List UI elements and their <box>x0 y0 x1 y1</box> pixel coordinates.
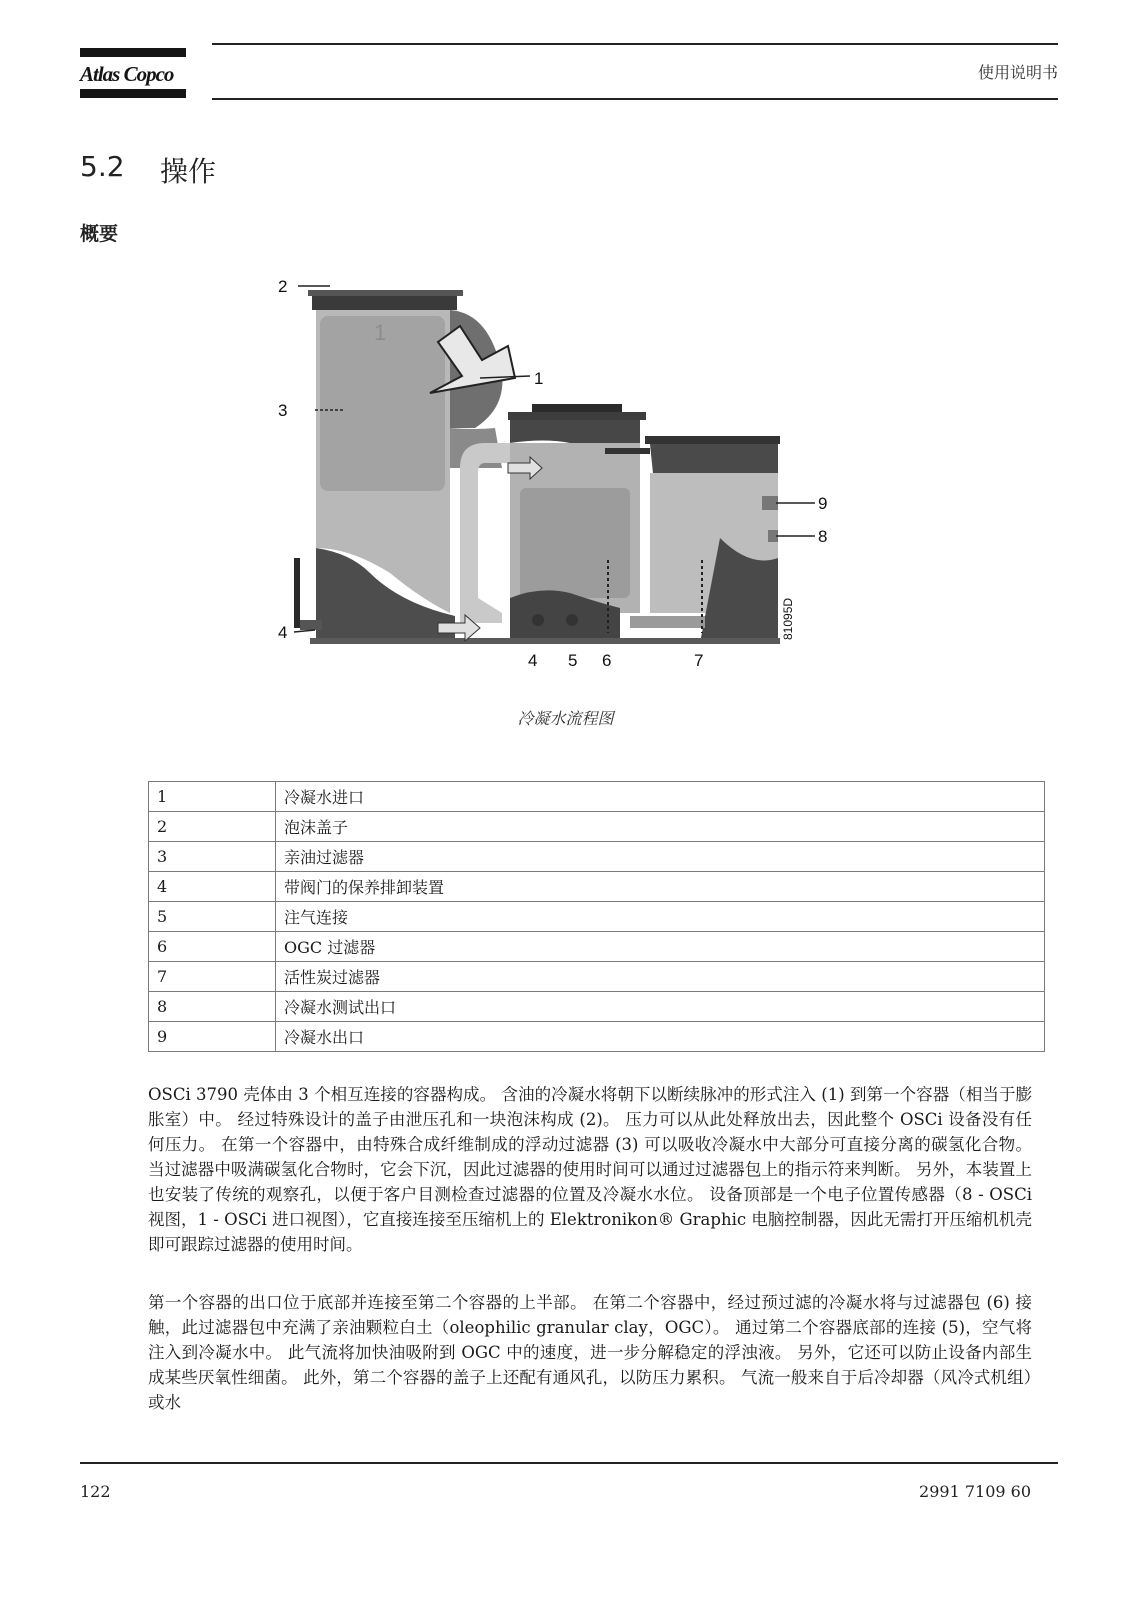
port-4 <box>532 614 544 626</box>
level-sensor-cable <box>605 448 650 454</box>
callout-6: 6 <box>602 651 612 670</box>
atlas-copco-logo <box>80 48 186 100</box>
row-label: 冷凝水进口 <box>276 782 1045 812</box>
row-number: 1 <box>149 782 276 812</box>
section-title: 操作 <box>160 155 217 188</box>
outlet-9 <box>762 496 778 510</box>
row-number: 4 <box>149 872 276 902</box>
row-label: 亲油过滤器 <box>276 842 1045 872</box>
row-number: 9 <box>149 1022 276 1052</box>
drain-valve-handle <box>294 558 300 628</box>
container-1-lid-rim <box>308 290 463 296</box>
row-number: 7 <box>149 962 276 992</box>
table-row <box>149 782 1045 812</box>
document-number: 2991 7109 60 <box>919 1482 1031 1501</box>
page-number: 122 <box>80 1482 111 1501</box>
row-label: OGC 过滤器 <box>276 932 1045 962</box>
container-1-lid <box>312 296 457 310</box>
table-row <box>149 842 1045 872</box>
drain-valve <box>300 620 322 630</box>
container-2-lid-top <box>532 404 622 412</box>
table-row <box>149 1022 1045 1052</box>
callout-3: 3 <box>278 401 288 420</box>
osci-unit-illustration <box>270 268 830 678</box>
header-rule-bottom <box>212 98 1058 100</box>
callout-2: 2 <box>278 277 288 296</box>
callout-4: 4 <box>278 623 288 642</box>
ogc-filter-pack <box>520 488 630 598</box>
row-number: 3 <box>149 842 276 872</box>
container-3-lid <box>645 436 780 444</box>
row-label: 冷凝水测试出口 <box>276 992 1045 1022</box>
row-label: 活性炭过滤器 <box>276 962 1045 992</box>
figure-caption: 冷凝水流程图 <box>517 709 614 728</box>
body-paragraph-2: 第一个容器的出口位于底部并连接至第二个容器的上半部。 在第二个容器中，经过预过滤的冷凝水将与过滤器包 (6) 接触，此过滤器包中充满了亲油颗粒白土（oleophilic granular clay，OGC）。 通过第二个容器底部的连接 (5)，空气将注入到冷凝水中。 此气流将加快油吸附到 OGC 中的速度，进一步分解稳定的浮浊液。 另外，它还可以防止设备内部生成某些厌氧性细菌。 此外，第二个容器的盖子上还配有通风孔，以防压力累积。 气流一般来自于后冷却器（风冷式机组）或水 <box>148 1293 1032 1412</box>
figure-code: 81095D <box>781 597 795 640</box>
callout-8: 8 <box>818 527 828 546</box>
row-number: 8 <box>149 992 276 1022</box>
table-row <box>149 992 1045 1022</box>
row-label: 泡沫盖子 <box>276 812 1045 842</box>
logo-wordmark: Atlas Copco <box>80 62 174 86</box>
table-row <box>149 812 1045 842</box>
table-row <box>149 872 1045 902</box>
legend-table <box>148 781 1045 1052</box>
container-2-lid-rim <box>508 412 646 420</box>
footer-rule <box>80 1462 1058 1464</box>
row-number: 2 <box>149 812 276 842</box>
connecting-pipe <box>460 443 515 623</box>
callout-9: 9 <box>818 494 828 513</box>
logo-bar-bottom <box>80 89 186 98</box>
row-label: 带阀门的保养排卸装置 <box>276 872 1045 902</box>
callout-4-leader <box>294 630 315 632</box>
callout-5: 5 <box>568 651 578 670</box>
callout-5-pos-4: 4 <box>528 651 538 670</box>
table-row <box>149 932 1045 962</box>
header-rule-top <box>212 43 1058 45</box>
condensate-flow-figure <box>270 268 830 678</box>
row-label: 注气连接 <box>276 902 1045 932</box>
row-number: 6 <box>149 932 276 962</box>
section-number: 5.2 <box>80 150 125 183</box>
interior-mark: 1 <box>374 320 387 345</box>
bottom-connection-pipe <box>630 616 705 628</box>
row-number: 5 <box>149 902 276 932</box>
table-row <box>149 902 1045 932</box>
header-title: 使用说明书 <box>977 63 1058 82</box>
port-5 <box>566 614 578 626</box>
callout-7: 7 <box>694 651 704 670</box>
unit-base <box>310 638 780 644</box>
callout-1: 1 <box>534 369 544 388</box>
row-label: 冷凝水出口 <box>276 1022 1045 1052</box>
logo-bar-top <box>80 48 186 57</box>
table-row <box>149 962 1045 992</box>
subheading: 概要 <box>80 223 119 245</box>
body-paragraph-1: OSCi 3790 壳体由 3 个相互连接的容器构成。 含油的冷凝水将朝下以断续脉冲的形式注入 (1) 到第一个容器（相当于膨胀室）中。 经过特殊设计的盖子由泄压孔和一块泡沫构成 (2)。 压力可以从此处释放出去，因此整个 OSCi 设备没有任何压力。 在第一个容器中，由特殊合成纤维制成的浮动过滤器 (3) 可以吸收冷凝水中大部分可直接分离的碳氢化合物。 当过滤器中吸满碳氢化合物时，它会下沉，因此过滤器的使用时间可以通过过滤器包上的指示符来判断。 另外，本装置上也安装了传统的观察孔，以便于客户目测检查过滤器的位置及冷凝水水位。 设备顶部是一个电子位置传感器（8 - OSCi 视图，1 - OSCi 进口视图），它直接连接至压缩机上的 Elektronikon® Graphic 电脑控制器，因此无需打开压缩机机壳即可跟踪过滤器的使用时间。 <box>148 1085 1032 1254</box>
